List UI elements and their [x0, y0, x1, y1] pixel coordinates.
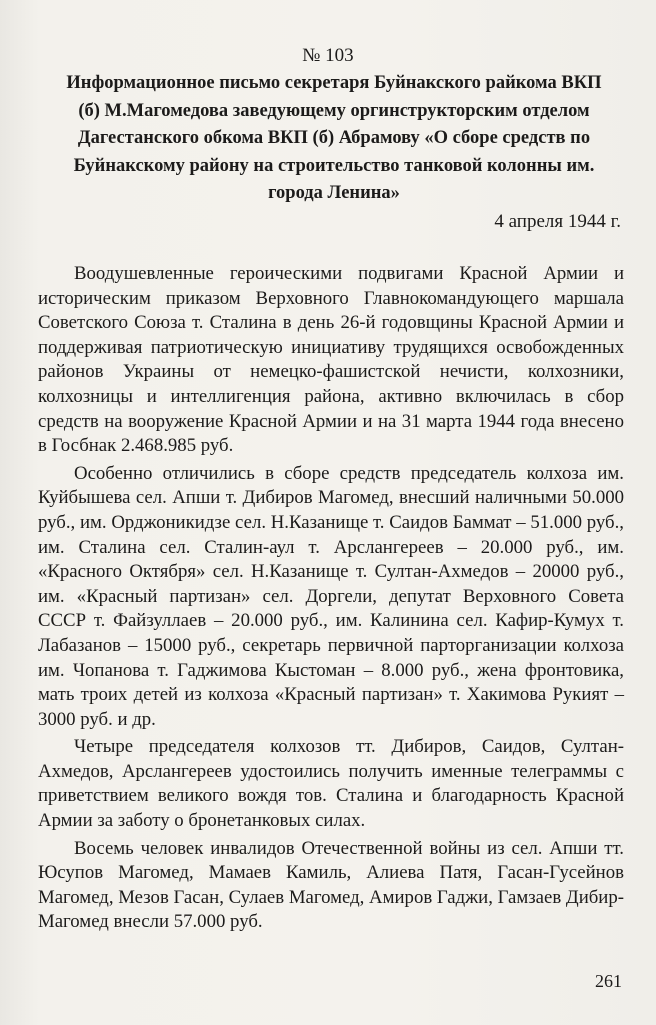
document-body: [38, 262, 624, 938]
body-paragraph: Четыре председателя колхозов тт. Дибиров, Саидов, Султан-Ахмедов, Арслангереев удостоились получить именные телеграммы с приветствием великого вождя тов. Сталина и благодарность Красной Армии за заботу о бронетанковых силах.: [38, 736, 624, 832]
body-paragraph: Воодушевленные героическими подвигами Красной Армии и историческим приказом Верховного Главнокомандующего маршала Советского Союза т. Сталина в день 26-й годовщины Красной Армии и поддерживая патриотическую инициативу трудящихся освобожденных районов Украины от немецко-фашистской нечисти, колхозники, колхозницы и интеллигенция района, активно включилась в сбор средств на вооружение Красной Армии и на 31 марта 1944 года внесено в Госбнак 2.468.985 руб.: [38, 263, 624, 457]
document-number: № 103: [302, 45, 354, 66]
document-title: Информационное письмо секретаря Буйнакского райкома ВКП (б) М.Магомедова заведующему оргинструкторским отделом Дагестанского обкома ВКП (б) Абрамову «О сборе средств по Буйнакскому району на строительство танковой колонны им. города Ленина»: [66, 73, 602, 203]
page-number: 261: [595, 971, 622, 991]
document-date: 4 апреля 1944 г.: [494, 211, 621, 232]
body-paragraph: Особенно отличились в сборе средств председатель колхоза им. Куйбышева сел. Апши т. Дибиров Магомед, внесший наличными 50.000 руб., им. Орджоникидзе сел. Н.Казанище т. Саидов Баммат – 51.000 руб., им. Сталина сел. Сталин-аул т. Арслангереев – 20.000 руб., им. «Красного Октября» сел. Н.Казанище т. Султан-Ахмедов – 20000 руб., им. «Красный партизан» сел. Доргели, депутат Верховного Совета СССР т. Файзуллаев – 20.000 руб., им. Калинина сел. Кафир-Кумух т. Лабазанов – 15000 руб., секретарь первичной парторганизации колхоза им. Чопанова т. Гаджимова Кыстоман – 8.000 руб., жена фронтовика, мать троих детей из колхоза «Красный партизан» т. Хакимова Рукият – 3000 руб. и др.: [38, 462, 624, 730]
body-paragraph: Восемь человек инвалидов Отечественной войны из сел. Апши тт. Юсупов Магомед, Мамаев Камиль, Алиева Патя, Гасан-Гусейнов Магомед, Мезов Гасан, Сулаев Магомед, Амиров Гаджи, Гамзаев Дибир-Магомед внесли 57.000 руб.: [38, 837, 624, 933]
